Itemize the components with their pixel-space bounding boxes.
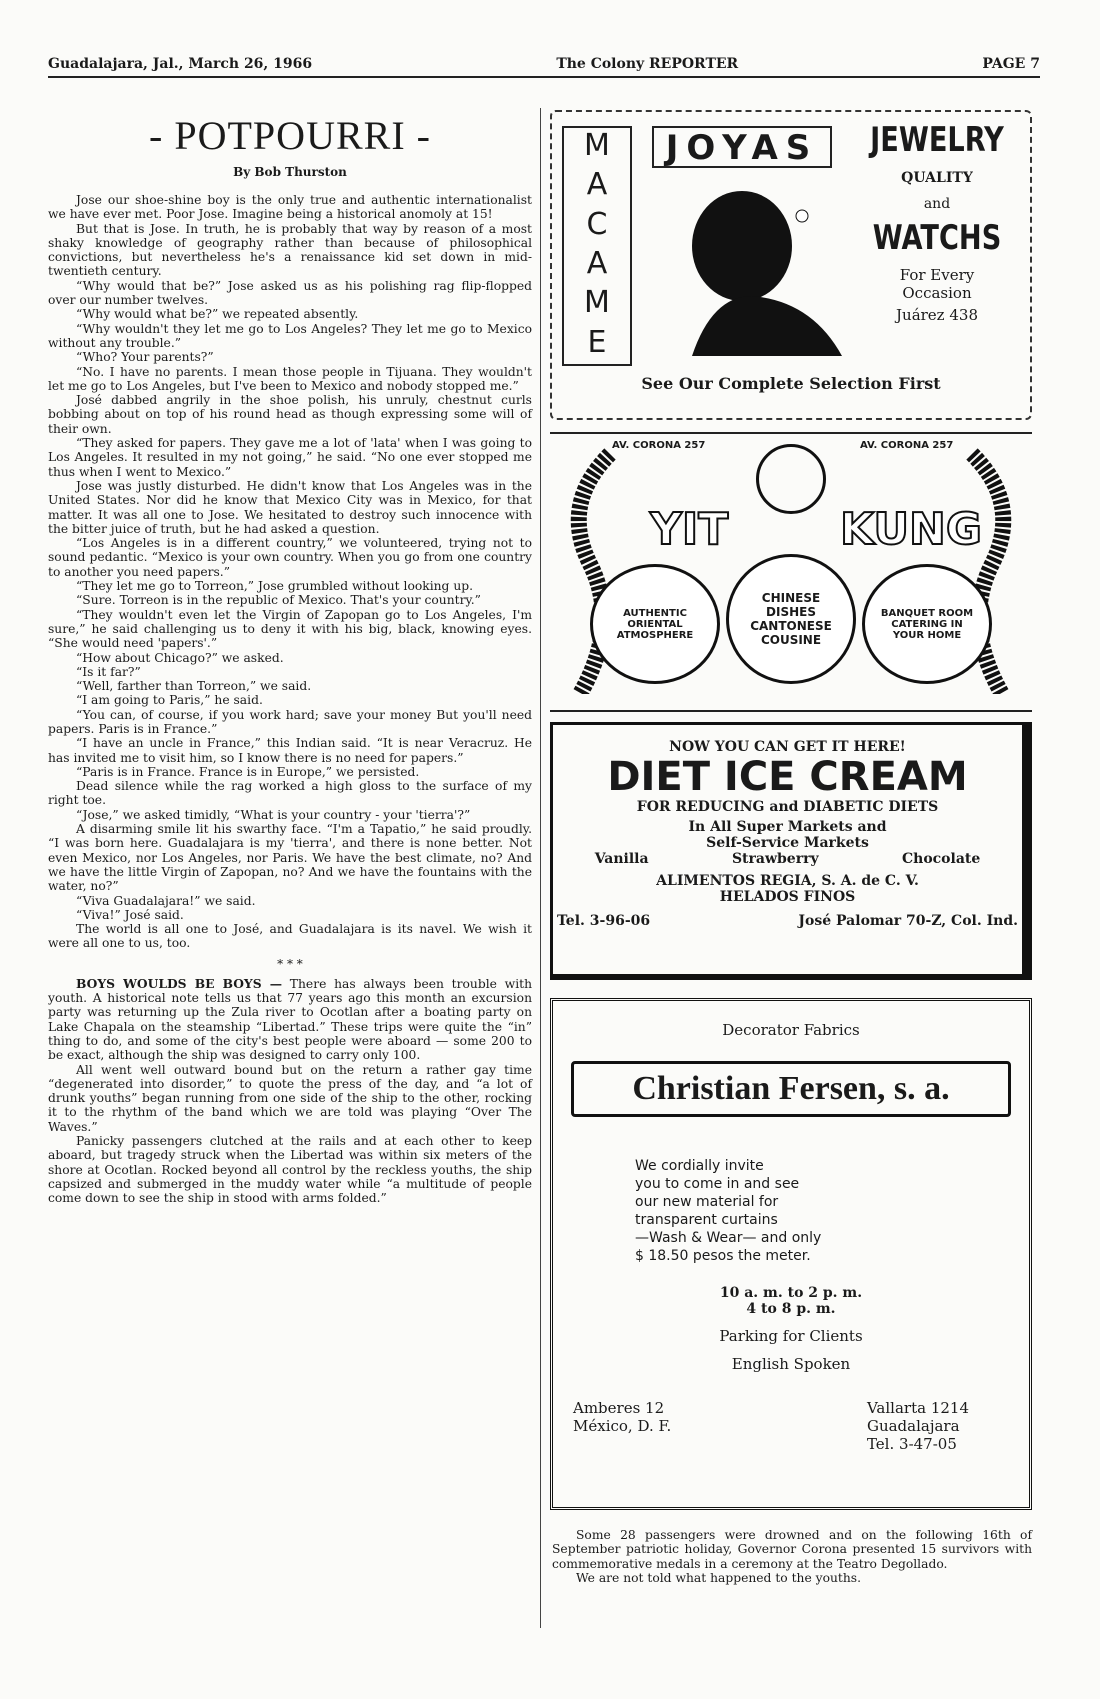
address: José Palomar 70-Z, Col. Ind. (798, 913, 1018, 929)
addr-line: Tel. 3-47-05 (866, 1435, 957, 1453)
brand: HELADOS FINOS (719, 889, 856, 905)
paragraph (48, 222, 532, 279)
paragraph (48, 536, 532, 579)
paragraph-text: All went well outward bound but on the return a rather gay time “degenerated into disorder,” to quote the press of the day, and “a lot of drunk youths” began running from one side of the ship to the other, rocking it to the rhythm of the band which we are told was playing “Over The Waves.” (48, 1062, 532, 1134)
joyas-tagline: See Our Complete Selection First (641, 374, 941, 393)
addr-line: Guadalajara (866, 1417, 960, 1435)
company: ALIMENTOS REGIA, S. A. de C. V. (656, 873, 919, 889)
paragraph-text: “Viva!” José said. (76, 907, 184, 922)
paragraph (48, 608, 532, 651)
paragraph-text: The world is all one to José, and Guadalajara is its navel. We wish it were all one to us, too. (48, 922, 532, 951)
paragraph-text: “Los Angeles is in a different country,” we volunteered, trying not to sound pedantic. “Mexico is your own country. When you go from one country to another you need papers.” (48, 536, 532, 579)
byline: By Bob Thurston (233, 165, 347, 179)
invite-line: you to come in and see (635, 1176, 800, 1192)
flavor: Strawberry (731, 851, 819, 867)
article-section-2 (48, 977, 532, 1206)
lantern-left: AUTHENTIC ORIENTAL ATMOSPHERE (590, 564, 720, 684)
invite-line: —Wash & Wear— and only (635, 1230, 822, 1246)
paragraph-text: Dead silence while the rag worked a high gloss to the surface of my right toe. (48, 779, 532, 808)
dateline: Guadalajara, Jal., March 26, 1966 (48, 56, 313, 72)
address-left (573, 1399, 671, 1453)
fersen-kicker: Decorator Fabrics (722, 1021, 860, 1039)
diet-contact (553, 905, 1022, 929)
joyas-address: Juárez 438 (896, 306, 978, 324)
joyas-logo: JOYAS (652, 126, 832, 168)
paragraph (48, 693, 532, 707)
article-title: - POTPOURRI - (149, 113, 431, 158)
invite-line: $ 18.50 pesos the meter. (635, 1248, 811, 1264)
paragraph-text: “Who? Your parents?” (76, 350, 214, 365)
invite-line: our new material for (635, 1194, 779, 1210)
paragraph (552, 1571, 1032, 1585)
paragraph (48, 322, 532, 351)
diet-line1: In All Super Markets and (688, 819, 887, 835)
yit-kung-restaurant-ad (550, 432, 1032, 712)
addr-line: Amberes 12 (573, 1399, 665, 1417)
invite-line: We cordially invite (635, 1158, 764, 1174)
paragraph (48, 894, 532, 908)
article-column (48, 112, 532, 1205)
paragraph (48, 765, 532, 779)
hours-2: 4 to 8 p. m. (746, 1301, 836, 1317)
paragraph-text: “They asked for papers. They gave me a lot of 'lata' when I was going to Los Angeles. It resulted in my not going,” he said. “No one ever stopped me thus when I went to Mexico.” (48, 436, 532, 479)
article-body (48, 193, 532, 951)
name-kung: KUNG (840, 504, 982, 555)
paragraph (48, 365, 532, 394)
paragraph-text: “Well, farther than Torreon,” we said. (76, 679, 312, 694)
addr-line: Vallarta 1214 (866, 1399, 969, 1417)
fersen-invite (635, 1157, 1029, 1265)
christian-fersen-ad (550, 998, 1032, 1510)
jewelry-headline: JEWELRY (870, 120, 1004, 160)
paragraph (48, 922, 532, 951)
paragraph (48, 651, 532, 665)
paragraph (48, 307, 532, 321)
paragraph (48, 193, 532, 222)
paragraph-text: “Why wouldn't they let me go to Los Angeles? They let me go to Mexico without any trouble.” (48, 321, 532, 350)
paragraph (552, 1528, 1032, 1571)
lantern-right: BANQUET ROOM CATERING IN YOUR HOME (862, 564, 992, 684)
paragraph-text: Jose our shoe-shine boy is the only true and authentic internationalist we have ever met. Poor Jose. Imagine being a historical anomoly at 15! (48, 193, 532, 222)
paragraph-text: “Jose,” we asked timidly, “What is your country - your 'tierra'?” (76, 807, 471, 822)
diet-ice-cream-ad (550, 722, 1032, 980)
paragraph-text: We are not told what happened to the youths. (576, 1570, 861, 1585)
paragraph-text: Some 28 passengers were drowned and on the following 16th of September patriotic holiday, Governor Corona presented 15 survivors with commemorative medals in a ceremony at the Teatro Degollado. (552, 1528, 1032, 1571)
joyas-jewelry-ad (550, 110, 1032, 420)
letter: A (586, 245, 608, 281)
letter: E (587, 324, 607, 360)
addr-line: México, D. F. (573, 1417, 672, 1435)
letter: M (584, 285, 610, 321)
invite-line: transparent curtains (635, 1212, 778, 1228)
letter: C (586, 206, 608, 242)
paragraph (48, 808, 532, 822)
paragraph (48, 1063, 532, 1134)
paragraph-text: “They wouldn't even let the Virgin of Zapopan go to Los Angeles, I'm sure,” he said challenging us to deny it with his big, black, knowing eyes. “She would need 'papers'.” (48, 607, 532, 651)
separator: * * * (277, 956, 303, 971)
paragraph (48, 593, 532, 607)
paragraph-text: “No. I have no parents. I mean those people in Tijuana. They wouldn't let me go to Los Angeles, but I've been to Mexico and nobody stopped me.” (48, 364, 532, 393)
address-right (867, 1399, 969, 1453)
paragraph (48, 736, 532, 765)
woman-silhouette-illustration (652, 176, 852, 356)
paragraph-text: “Why would what be?” we repeated absently. (76, 307, 359, 322)
address-left: AV. CORONA 257 (612, 440, 706, 451)
newspaper-name: The Colony REPORTER (556, 56, 739, 72)
paragraph-text: “How about Chicago?” we asked. (76, 650, 284, 665)
watchs-headline: WATCHS (872, 218, 1002, 258)
paragraph-text: There has always been trouble with youth. A historical note tells us that 77 years ago this month an excursion party was returning up the Zula river to Ocotlan after a boating party on Lake Chapala on the steamship “Libertad.” These trips were quite the “in” thing to do, and some of the city's best people were aboard — some 200 to be exact, although the ship was designed to carry only 100. (48, 976, 532, 1063)
english-spoken: English Spoken (731, 1355, 851, 1373)
paragraph-text: But that is Jose. In truth, he is probably that way by reason of a most shaky knowledge of geography rather than because of philosophical convictions, but nevertheless he's a renaissance kid set down in mid-twentieth century. (48, 221, 532, 279)
fersen-name: Christian Fersen, s. a. (571, 1061, 1011, 1117)
paragraph (48, 908, 532, 922)
address-right: AV. CORONA 257 (860, 440, 954, 451)
paragraph (48, 479, 532, 536)
flavors (553, 851, 1022, 867)
section-heading: BOYS WOULDS BE BOYS — (76, 975, 283, 991)
paragraph-text: José dabbed angrily in the shoe polish, his unruly, chestnut curls bobbing about on top of his round head as though expressing some will of their own. (48, 393, 532, 436)
paragraph-text: “I am going to Paris,” he said. (76, 693, 263, 708)
paragraph-text: Jose was justly disturbed. He didn't know that Los Angeles was in the United States. Nor did he know that Mexico City was in Mexico, for that matter. It was all one to Jose. We hesitated to destroy such innocence with the bitter juice of truth, but he had asked a question. (48, 478, 532, 536)
flavor: Vanilla (594, 851, 649, 867)
paragraph (48, 977, 532, 1063)
diet-headline: DIET ICE CREAM (607, 754, 968, 800)
paragraph (48, 822, 532, 893)
diet-sub: FOR REDUCING and DIABETIC DIETS (636, 799, 939, 815)
phone: Tel. 3-96-06 (557, 913, 651, 929)
paragraph (48, 436, 532, 479)
paragraph (48, 393, 532, 436)
paragraph (48, 665, 532, 679)
diet-line2: Self-Service Markets (706, 835, 869, 851)
occasion-text: Occasion (902, 284, 972, 302)
article-continuation (552, 1528, 1032, 1585)
paragraph-text: “Is it far?” (76, 664, 141, 679)
paragraph (48, 579, 532, 593)
page-number: PAGE 7 (982, 56, 1040, 72)
paragraph-text: “Paris is in France. France is in Europe,” we persisted. (76, 764, 420, 779)
hours-1: 10 a. m. to 2 p. m. (719, 1285, 863, 1301)
joyas-text (852, 120, 1022, 324)
paragraph (48, 1134, 532, 1205)
paragraph-text: A disarming smile lit his swarthy face. “I'm a Tapatio,” he said proudly. “I was born here. Guadalajara is my 'tierra', and there is none better. Not even Mexico, nor Los Angeles, nor Paris. We have the best climate, no? And we have the little Virgin of Zapopan, no? And we have the fountains with the water, no?” (48, 822, 532, 894)
paragraph-text: Panicky passengers clutched at the rails and at each other to keep aboard, but tragedy struck when the Libertad was within six meters of the shore at Ocotlan. Rocked beyond all control by the reckless youths, the ship capsized and submerged in the muddy water while “a multitude of people come down to see the ship in stood with arms folded.” (48, 1134, 532, 1206)
paragraph (48, 708, 532, 737)
and-text: and (923, 196, 951, 212)
for-every-text: For Every (899, 266, 975, 284)
paragraph-text: “Why would that be?” Jose asked us as his polishing rag flip-flopped over our number twelves. (48, 278, 532, 308)
paragraph-text: “Viva Guadalajara!” we said. (76, 893, 256, 908)
paragraph (48, 279, 532, 308)
lantern-center: CHINESE DISHES CANTONESE COUSINE (726, 554, 856, 684)
paragraph (48, 679, 532, 693)
quality-text: QUALITY (901, 170, 973, 186)
parking: Parking for Clients (719, 1327, 863, 1345)
paragraph (48, 350, 532, 364)
name-yit: YIT (650, 504, 729, 555)
flavor: Chocolate (902, 851, 981, 867)
macame-letters (562, 126, 632, 366)
diet-kicker: NOW YOU CAN GET IT HERE! (669, 739, 906, 755)
column-rule (540, 108, 541, 1628)
letter: A (586, 167, 608, 203)
fersen-addresses (553, 1373, 1029, 1453)
paragraph-text: “You can, of course, if you work hard; save your money But you'll need papers. Paris is in France.” (48, 707, 532, 736)
letter: M (584, 128, 610, 163)
chinese-emblem (756, 444, 826, 514)
page-header (48, 56, 1040, 78)
paragraph (48, 779, 532, 808)
paragraph-text: “They let me go to Torreon,” Jose grumbled without looking up. (76, 579, 474, 594)
paragraph-text: “I have an uncle in France,” this Indian said. “It is near Veracruz. He has invited me to visit him, so I know there is no need for papers.” (48, 736, 532, 765)
paragraph-text: “Sure. Torreon is in the republic of Mexico. That's your country.” (76, 593, 481, 608)
